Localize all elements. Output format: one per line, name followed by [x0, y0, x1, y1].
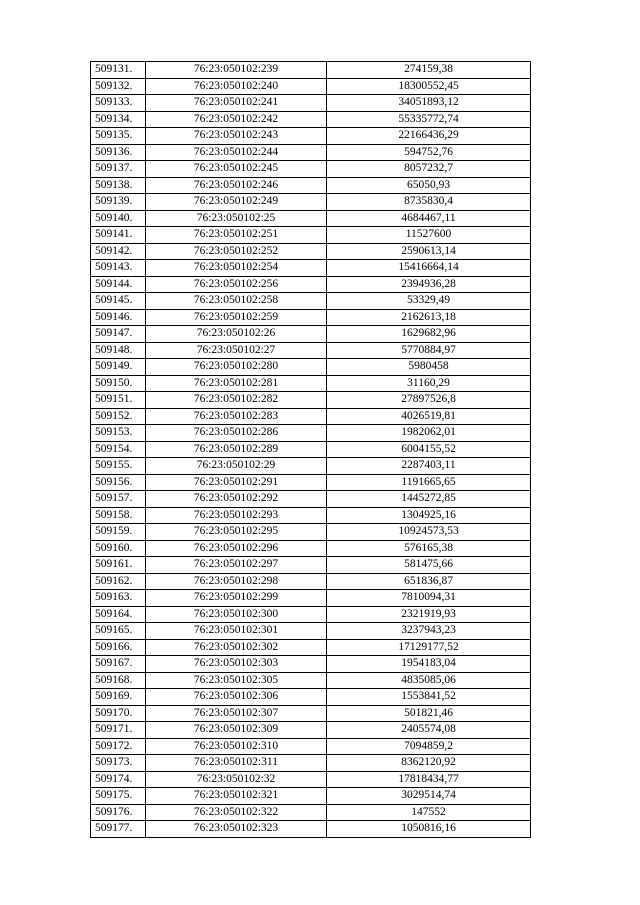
cadastral-number-cell: 76:23:050102:303 — [146, 656, 327, 673]
row-number-cell: 509160. — [91, 540, 146, 557]
cadastral-value-cell: 18300552,45 — [327, 78, 531, 95]
row-number-cell: 509172. — [91, 738, 146, 755]
cadastral-number-cell: 76:23:050102:29 — [146, 458, 327, 475]
cadastral-value-cell: 1304925,16 — [327, 507, 531, 524]
table-row — [91, 524, 531, 541]
cadastral-value-cell: 1629682,96 — [327, 326, 531, 343]
row-number-cell: 509154. — [91, 441, 146, 458]
row-number-cell: 509144. — [91, 276, 146, 293]
row-number-cell: 509161. — [91, 557, 146, 574]
row-number-cell: 509151. — [91, 392, 146, 409]
cadastral-value-cell: 4835085,06 — [327, 672, 531, 689]
row-number-cell: 509173. — [91, 755, 146, 772]
cadastral-number-cell: 76:23:050102:259 — [146, 309, 327, 326]
cadastral-number-cell: 76:23:050102:301 — [146, 623, 327, 640]
table-row — [91, 606, 531, 623]
cadastral-value-cell: 3237943,23 — [327, 623, 531, 640]
table-row — [91, 441, 531, 458]
row-number-cell: 509165. — [91, 623, 146, 640]
cadastral-value-cell: 17818434,77 — [327, 771, 531, 788]
table-row — [91, 260, 531, 277]
cadastral-number-cell: 76:23:050102:311 — [146, 755, 327, 772]
cadastral-number-cell: 76:23:050102:256 — [146, 276, 327, 293]
cadastral-number-cell: 76:23:050102:298 — [146, 573, 327, 590]
table-row — [91, 705, 531, 722]
cadastral-value-cell: 7810094,31 — [327, 590, 531, 607]
cadastral-number-cell: 76:23:050102:307 — [146, 705, 327, 722]
cadastral-number-cell: 76:23:050102:302 — [146, 639, 327, 656]
cadastral-number-cell: 76:23:050102:241 — [146, 95, 327, 112]
row-number-cell: 509145. — [91, 293, 146, 310]
table-row — [91, 738, 531, 755]
table-row — [91, 177, 531, 194]
cadastral-value-cell: 1982062,01 — [327, 425, 531, 442]
cadastral-number-cell: 76:23:050102:286 — [146, 425, 327, 442]
cadastral-value-cell: 1553841,52 — [327, 689, 531, 706]
cadastral-number-cell: 76:23:050102:292 — [146, 491, 327, 508]
row-number-cell: 509163. — [91, 590, 146, 607]
cadastral-value-cell: 5770884,97 — [327, 342, 531, 359]
cadastral-value-cell: 1445272,85 — [327, 491, 531, 508]
cadastral-value-cell: 11527600 — [327, 227, 531, 244]
cadastral-number-cell: 76:23:050102:300 — [146, 606, 327, 623]
cadastral-value-cell: 3029514,74 — [327, 788, 531, 805]
cadastral-value-cell: 581475,66 — [327, 557, 531, 574]
cadastral-number-cell: 76:23:050102:309 — [146, 722, 327, 739]
cadastral-value-table — [90, 61, 531, 838]
table-row — [91, 672, 531, 689]
row-number-cell: 509162. — [91, 573, 146, 590]
row-number-cell: 509174. — [91, 771, 146, 788]
cadastral-number-cell: 76:23:050102:310 — [146, 738, 327, 755]
cadastral-value-cell: 594752,76 — [327, 144, 531, 161]
table-body — [91, 62, 531, 838]
table-row — [91, 276, 531, 293]
table-row — [91, 788, 531, 805]
table-row — [91, 227, 531, 244]
table-row — [91, 755, 531, 772]
table-row — [91, 161, 531, 178]
row-number-cell: 509133. — [91, 95, 146, 112]
cadastral-number-cell: 76:23:050102:296 — [146, 540, 327, 557]
table-row — [91, 62, 531, 79]
cadastral-number-cell: 76:23:050102:240 — [146, 78, 327, 95]
row-number-cell: 509143. — [91, 260, 146, 277]
table-row — [91, 639, 531, 656]
cadastral-value-cell: 2162613,18 — [327, 309, 531, 326]
cadastral-number-cell: 76:23:050102:291 — [146, 474, 327, 491]
table-row — [91, 474, 531, 491]
row-number-cell: 509135. — [91, 128, 146, 145]
cadastral-value-cell: 5980458 — [327, 359, 531, 376]
cadastral-number-cell: 76:23:050102:25 — [146, 210, 327, 227]
row-number-cell: 509149. — [91, 359, 146, 376]
cadastral-number-cell: 76:23:050102:321 — [146, 788, 327, 805]
table-row — [91, 392, 531, 409]
cadastral-value-cell: 4026519,81 — [327, 408, 531, 425]
cadastral-number-cell: 76:23:050102:239 — [146, 62, 327, 79]
cadastral-number-cell: 76:23:050102:289 — [146, 441, 327, 458]
cadastral-value-cell: 501821,46 — [327, 705, 531, 722]
table-row — [91, 408, 531, 425]
cadastral-number-cell: 76:23:050102:282 — [146, 392, 327, 409]
row-number-cell: 509137. — [91, 161, 146, 178]
cadastral-value-cell: 8057232,7 — [327, 161, 531, 178]
cadastral-value-cell: 651836,87 — [327, 573, 531, 590]
table-row — [91, 194, 531, 211]
table-row — [91, 111, 531, 128]
cadastral-value-cell: 1954183,04 — [327, 656, 531, 673]
cadastral-value-cell: 6004155,52 — [327, 441, 531, 458]
cadastral-value-cell: 65050,93 — [327, 177, 531, 194]
table-row — [91, 540, 531, 557]
cadastral-value-cell: 2321919,93 — [327, 606, 531, 623]
row-number-cell: 509134. — [91, 111, 146, 128]
cadastral-value-cell: 576165,38 — [327, 540, 531, 557]
cadastral-value-cell: 34051893,12 — [327, 95, 531, 112]
row-number-cell: 509167. — [91, 656, 146, 673]
table-row — [91, 95, 531, 112]
cadastral-number-cell: 76:23:050102:299 — [146, 590, 327, 607]
cadastral-number-cell: 76:23:050102:280 — [146, 359, 327, 376]
cadastral-number-cell: 76:23:050102:258 — [146, 293, 327, 310]
cadastral-number-cell: 76:23:050102:244 — [146, 144, 327, 161]
row-number-cell: 509153. — [91, 425, 146, 442]
cadastral-value-cell: 2394936,28 — [327, 276, 531, 293]
cadastral-number-cell: 76:23:050102:297 — [146, 557, 327, 574]
row-number-cell: 509158. — [91, 507, 146, 524]
table-row — [91, 326, 531, 343]
cadastral-number-cell: 76:23:050102:246 — [146, 177, 327, 194]
row-number-cell: 509177. — [91, 821, 146, 838]
row-number-cell: 509146. — [91, 309, 146, 326]
cadastral-value-cell: 31160,29 — [327, 375, 531, 392]
cadastral-value-cell: 15416664,14 — [327, 260, 531, 277]
row-number-cell: 509156. — [91, 474, 146, 491]
cadastral-value-cell: 8362120,92 — [327, 755, 531, 772]
table-row — [91, 573, 531, 590]
table-row — [91, 210, 531, 227]
cadastral-value-cell: 147552 — [327, 804, 531, 821]
row-number-cell: 509171. — [91, 722, 146, 739]
cadastral-value-cell: 1050816,16 — [327, 821, 531, 838]
cadastral-value-cell: 53329,49 — [327, 293, 531, 310]
row-number-cell: 509140. — [91, 210, 146, 227]
table-row — [91, 309, 531, 326]
table-row — [91, 557, 531, 574]
row-number-cell: 509142. — [91, 243, 146, 260]
cadastral-number-cell: 76:23:050102:295 — [146, 524, 327, 541]
row-number-cell: 509136. — [91, 144, 146, 161]
row-number-cell: 509168. — [91, 672, 146, 689]
cadastral-value-cell: 27897526,8 — [327, 392, 531, 409]
cadastral-number-cell: 76:23:050102:32 — [146, 771, 327, 788]
row-number-cell: 509170. — [91, 705, 146, 722]
row-number-cell: 509138. — [91, 177, 146, 194]
cadastral-value-cell: 55335772,74 — [327, 111, 531, 128]
table-row — [91, 656, 531, 673]
cadastral-number-cell: 76:23:050102:26 — [146, 326, 327, 343]
cadastral-value-cell: 2287403,11 — [327, 458, 531, 475]
row-number-cell: 509175. — [91, 788, 146, 805]
row-number-cell: 509155. — [91, 458, 146, 475]
cadastral-number-cell: 76:23:050102:322 — [146, 804, 327, 821]
cadastral-number-cell: 76:23:050102:306 — [146, 689, 327, 706]
cadastral-value-cell: 17129177,52 — [327, 639, 531, 656]
row-number-cell: 509139. — [91, 194, 146, 211]
cadastral-number-cell: 76:23:050102:27 — [146, 342, 327, 359]
cadastral-value-cell: 274159,38 — [327, 62, 531, 79]
table-row — [91, 293, 531, 310]
cadastral-number-cell: 76:23:050102:242 — [146, 111, 327, 128]
table-row — [91, 359, 531, 376]
row-number-cell: 509157. — [91, 491, 146, 508]
table-row — [91, 458, 531, 475]
table-row — [91, 491, 531, 508]
table-row — [91, 78, 531, 95]
table-row — [91, 771, 531, 788]
row-number-cell: 509147. — [91, 326, 146, 343]
cadastral-value-cell: 2405574,08 — [327, 722, 531, 739]
table-row — [91, 689, 531, 706]
cadastral-value-cell: 10924573,53 — [327, 524, 531, 541]
table-row — [91, 144, 531, 161]
table-row — [91, 342, 531, 359]
row-number-cell: 509164. — [91, 606, 146, 623]
cadastral-value-cell: 7094859,2 — [327, 738, 531, 755]
table-row — [91, 128, 531, 145]
cadastral-number-cell: 76:23:050102:323 — [146, 821, 327, 838]
table-row — [91, 375, 531, 392]
cadastral-number-cell: 76:23:050102:283 — [146, 408, 327, 425]
row-number-cell: 509131. — [91, 62, 146, 79]
cadastral-number-cell: 76:23:050102:252 — [146, 243, 327, 260]
row-number-cell: 509141. — [91, 227, 146, 244]
table-row — [91, 507, 531, 524]
table-row — [91, 425, 531, 442]
row-number-cell: 509166. — [91, 639, 146, 656]
table-row — [91, 804, 531, 821]
row-number-cell: 509176. — [91, 804, 146, 821]
cadastral-number-cell: 76:23:050102:305 — [146, 672, 327, 689]
cadastral-value-cell: 8735830,4 — [327, 194, 531, 211]
cadastral-number-cell: 76:23:050102:249 — [146, 194, 327, 211]
table-row — [91, 243, 531, 260]
row-number-cell: 509159. — [91, 524, 146, 541]
cadastral-number-cell: 76:23:050102:254 — [146, 260, 327, 277]
row-number-cell: 509148. — [91, 342, 146, 359]
table-row — [91, 821, 531, 838]
cadastral-value-cell: 1191665,65 — [327, 474, 531, 491]
table-row — [91, 722, 531, 739]
table-row — [91, 623, 531, 640]
row-number-cell: 509169. — [91, 689, 146, 706]
cadastral-number-cell: 76:23:050102:245 — [146, 161, 327, 178]
cadastral-number-cell: 76:23:050102:243 — [146, 128, 327, 145]
table-row — [91, 590, 531, 607]
row-number-cell: 509132. — [91, 78, 146, 95]
row-number-cell: 509150. — [91, 375, 146, 392]
cadastral-value-cell: 22166436,29 — [327, 128, 531, 145]
row-number-cell: 509152. — [91, 408, 146, 425]
cadastral-value-cell: 4684467,11 — [327, 210, 531, 227]
cadastral-number-cell: 76:23:050102:251 — [146, 227, 327, 244]
cadastral-value-cell: 2590613,14 — [327, 243, 531, 260]
cadastral-number-cell: 76:23:050102:281 — [146, 375, 327, 392]
cadastral-number-cell: 76:23:050102:293 — [146, 507, 327, 524]
